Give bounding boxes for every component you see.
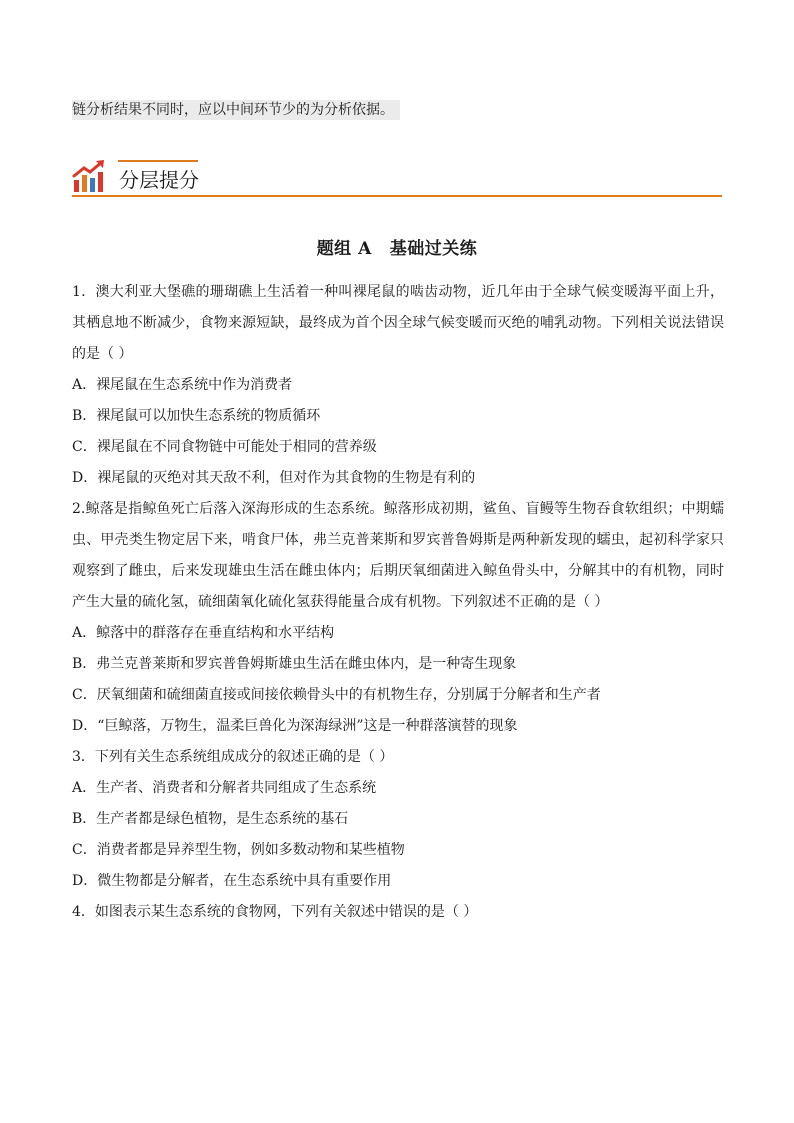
- bar-chart-growth-icon: [72, 158, 108, 194]
- question-option: A．生产者、消费者和分解者共同组成了生态系统: [72, 780, 377, 796]
- section-header: [72, 158, 722, 198]
- question-option: C．裸尾鼠在不同食物链中可能处于相同的营养级: [72, 439, 377, 455]
- question-option: C．消费者都是异养型生物，例如多数动物和某些植物: [72, 842, 405, 858]
- group-heading: [0, 237, 794, 261]
- question-stem: 3．下列有关生态系统组成成分的叙述正确的是（ ）: [72, 749, 394, 765]
- intro-text: 链分析结果不同时，应以中间环节少的为分析依据。: [72, 100, 400, 120]
- section-title: 分层提分: [119, 168, 199, 192]
- question-option: B．裸尾鼠可以加快生态系统的物质循环: [72, 408, 321, 424]
- question-option: B．弗兰克普莱斯和罗宾普鲁姆斯雄虫生活在雌虫体内，是一种寄生现象: [72, 656, 517, 672]
- question-stem: 1．澳大利亚大堡礁的珊瑚礁上生活着一种叫裸尾鼠的啮齿动物，近几年由于全球气候变暖海平面上升，其栖息地不断减少，食物来源短缺，最终成为首个因全球气候变暖而灭绝的哺乳动物。下列相关说法错误的是（ ）: [72, 284, 724, 362]
- question-option: D．微生物都是分解者，在生态系统中具有重要作用: [72, 873, 392, 889]
- question-option: C．厌氧细菌和硫细菌直接或间接依赖骨头中的有机物生存，分别属于分解者和生产者: [72, 687, 601, 703]
- question-option: A．裸尾鼠在生态系统中作为消费者: [72, 377, 293, 393]
- question-option: A．鲸落中的群落存在垂直结构和水平结构: [72, 625, 335, 641]
- question-option: D．“巨鲸落，万物生，温柔巨兽化为深海绿洲”这是一种群落演替的现象: [72, 718, 518, 734]
- question-stem: 4．如图表示某生态系统的食物网，下列有关叙述中错误的是（ ）: [72, 904, 478, 920]
- question-list: [72, 277, 724, 928]
- question-option: B．生产者都是绿色植物，是生态系统的基石: [72, 811, 349, 827]
- header-bottom-rule: [72, 195, 722, 197]
- question-option: D．裸尾鼠的灭绝对其天敌不利，但对作为其食物的生物是有利的: [72, 470, 476, 486]
- group-title: 题组 A: [316, 239, 372, 259]
- question-stem: 2.鲸落是指鲸鱼死亡后落入深海形成的生态系统。鲸落形成初期，鲨鱼、盲鳗等生物吞食软组织；中期蠕虫、甲壳类生物定居下来，啃食尸体，弗兰克普莱斯和罗宾普鲁姆斯是两种新发现的蠕虫，起初科学家只观察到了雌虫，后来发现雄虫生活在雌虫体内；后期厌氧细菌进入鲸鱼骨头中，分解其中的有机物，同时产生大量的硫化氢，硫细菌氧化硫化氢获得能量合成有机物。下列叙述不正确的是（ ）: [72, 501, 724, 610]
- header-top-rule: [118, 160, 198, 162]
- group-subtitle: 基础过关练: [389, 239, 478, 259]
